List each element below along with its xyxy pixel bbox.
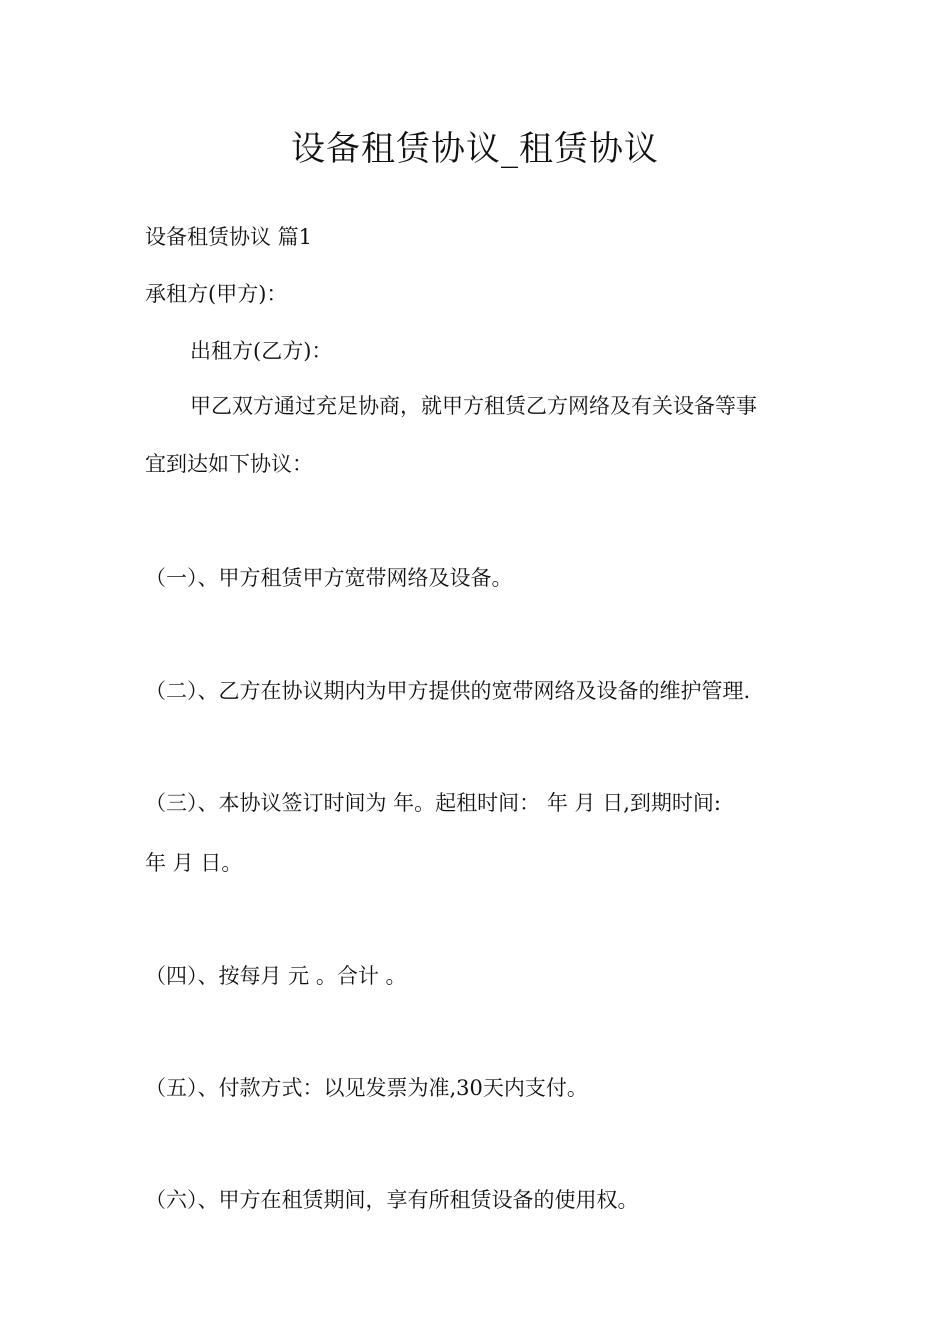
lessor-line: 出租方(乙方)： xyxy=(190,339,333,363)
lessee-line: 承租方(甲方)： xyxy=(145,282,288,306)
clause-6: （六）、甲方在租赁期间，享有所租赁设备的使用权。 xyxy=(145,1188,639,1212)
clause-2: （二）、乙方在协议期内为甲方提供的宽带网络及设备的维护管理. xyxy=(145,679,751,703)
clause-4: （四）、按每月 元 。合计 。 xyxy=(145,964,407,988)
clause-3: （三）、本协议签订时间为 年。起租时间： 年 月 日,到期时间: xyxy=(145,791,721,815)
clause-3-continued: 年 月 日。 xyxy=(145,851,243,875)
clause-5: （五）、付款方式：以见发票为准,30天内支付。 xyxy=(145,1076,588,1100)
document-subtitle: 设备租赁协议 篇1 xyxy=(145,225,313,249)
intro-paragraph-line-2: 宜到达如下协议： xyxy=(145,452,313,476)
document-title: 设备租赁协议_租赁协议 xyxy=(291,129,659,169)
intro-paragraph-line-1: 甲乙双方通过充足协商，就甲方租赁乙方网络及有关设备等事 xyxy=(190,394,757,418)
clause-1: （一）、甲方租赁甲方宽带网络及设备。 xyxy=(145,566,513,590)
